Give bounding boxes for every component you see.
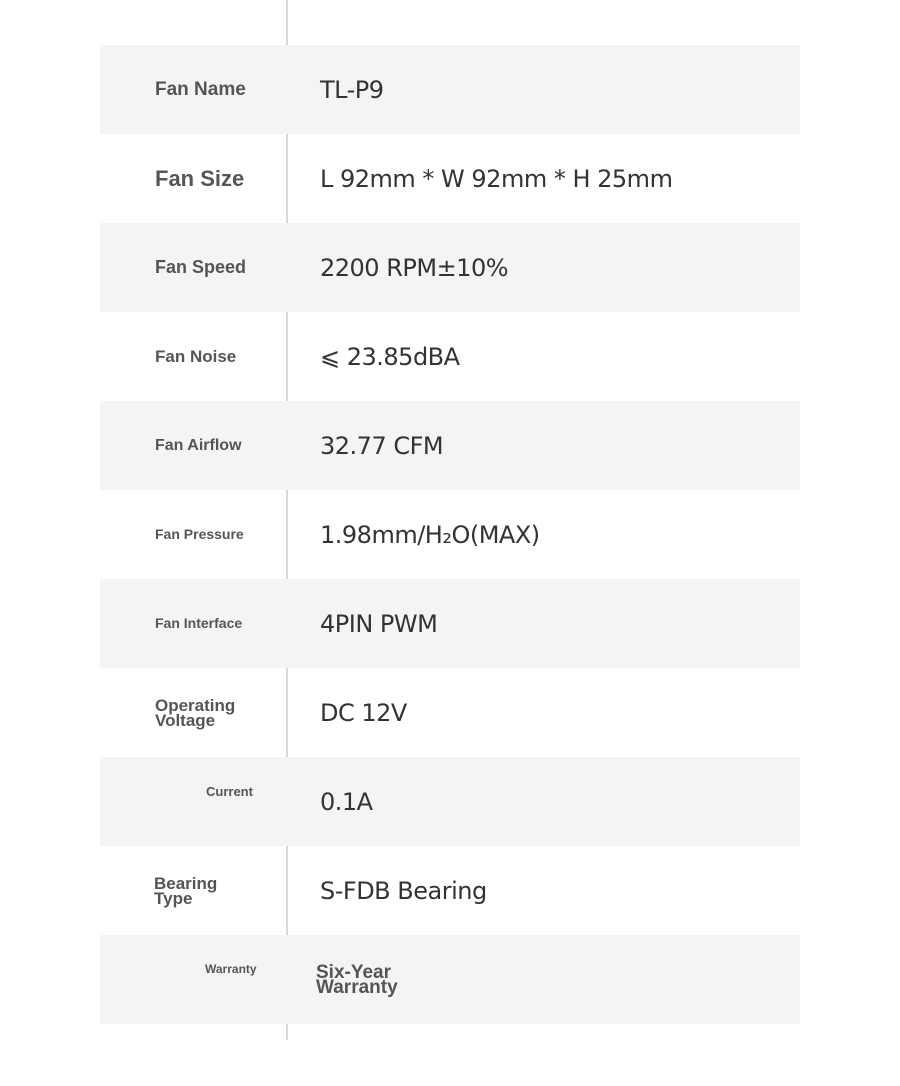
spec-value: 2200 RPM±10% <box>320 253 509 282</box>
spec-row-fan-size <box>100 134 800 223</box>
spec-row-fan-noise <box>100 312 800 401</box>
spec-label: Current <box>206 784 253 799</box>
spec-value: 32.77 CFM <box>320 431 444 460</box>
spec-label: Fan Name <box>155 79 246 100</box>
spec-value: S-FDB Bearing <box>320 876 487 905</box>
spec-row-bearing-type <box>100 846 800 935</box>
spec-table <box>100 45 800 1024</box>
spec-row-fan-speed <box>100 223 800 312</box>
spec-value: Six-Year Warranty <box>316 961 398 998</box>
spec-row-warranty <box>100 935 800 1024</box>
spec-label: Operating Voltage <box>155 695 236 730</box>
spec-value: ⩽ 23.85dBA <box>320 342 460 371</box>
spec-value: 4PIN PWM <box>320 609 438 638</box>
spec-row-current <box>100 757 800 846</box>
spec-row-operating-voltage <box>100 668 800 757</box>
spec-row-fan-name <box>100 45 800 134</box>
spec-label: Fan Size <box>155 166 245 191</box>
spec-value: 1.98mm/H₂O(MAX) <box>320 520 540 549</box>
spec-label: Bearing Type <box>154 873 218 908</box>
spec-label: Fan Noise <box>155 347 237 366</box>
spec-label: Fan Speed <box>155 257 247 277</box>
spec-label: Fan Pressure <box>155 526 244 542</box>
spec-row-fan-airflow <box>100 401 800 490</box>
spec-row-fan-pressure <box>100 490 800 579</box>
spec-row-fan-interface <box>100 579 800 668</box>
spec-label: Fan Interface <box>155 615 243 631</box>
spec-value: L 92mm * W 92mm * H 25mm <box>320 164 673 193</box>
spec-value: DC 12V <box>320 698 407 727</box>
spec-label: Fan Airflow <box>155 437 242 454</box>
spec-value: TL-P9 <box>320 75 384 104</box>
spec-value: 0.1A <box>320 787 373 816</box>
spec-label: Warranty <box>205 962 257 976</box>
